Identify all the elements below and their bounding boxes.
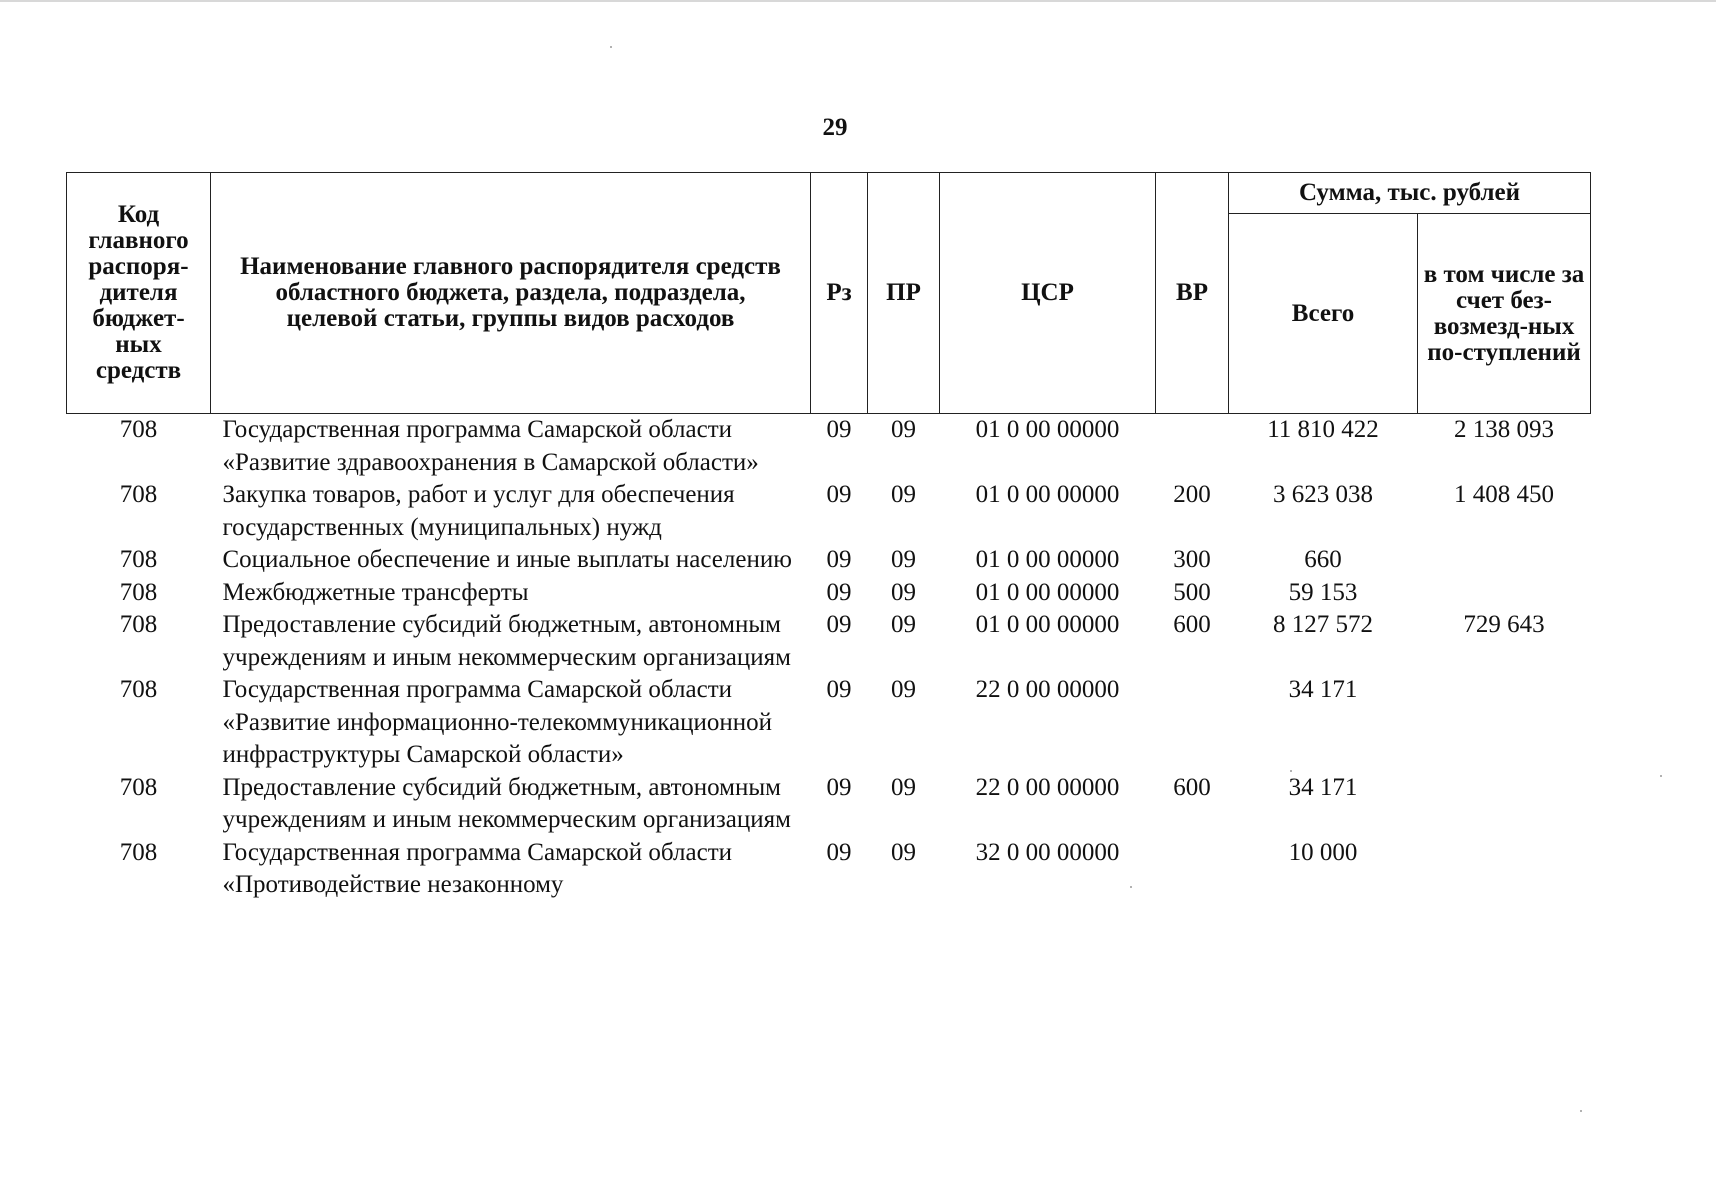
cell-csr: 22 0 00 00000 [975,676,1120,703]
header-sum: Сумма, тыс. рублей [1229,173,1591,214]
cell-gratuitous [1418,577,1591,610]
cell-rz: 09 [826,578,852,606]
cell-total: 11 810 422 [1267,416,1379,443]
cell-name: Государственная программа Самарской области «Развитие информационно-телекоммуникационной инфраструктуры Самарской области» [222,676,773,768]
cell-pr: 09 [891,546,916,573]
scan-speck [610,46,612,48]
header-pr: ПР [868,173,940,414]
cell-csr: 01 0 00 00000 [975,546,1120,573]
cell-rz: 09 [826,481,852,508]
cell-pr: 09 [891,481,916,508]
cell-gratuitous [1418,837,1591,902]
cell-gratuitous [1418,772,1591,837]
cell-total: 660 [1304,546,1342,573]
cell-total: 8 127 572 [1273,611,1373,638]
cell-code: 708 [119,481,158,508]
cell-total: 34 171 [1288,773,1358,801]
table-row [67,674,1591,772]
cell-csr: 01 0 00 00000 [975,611,1120,638]
cell-code: 708 [119,546,158,573]
cell-csr: 01 0 00 00000 [975,481,1120,508]
header-rz: Рз [811,173,868,414]
cell-code: 708 [119,838,158,866]
page-number: 29 [822,114,848,141]
cell-name: Социальное обеспечение и иные выплаты населению [222,546,792,573]
cell-total: 3 623 038 [1273,481,1373,508]
cell-vr: 200 [1173,481,1211,508]
cell-name: Государственная программа Самарской области «Развитие здравоохранения в Самарской области» [222,416,759,476]
cell-pr: 09 [891,416,916,443]
cell-name: Предоставление субсидий бюджетным, автономным учреждениям и иным некоммерческим организациям [222,611,791,671]
table-row [67,479,1591,544]
cell-pr: 09 [891,676,916,703]
table-header [67,173,1591,414]
cell-total: 59 153 [1288,578,1358,606]
cell-rz: 09 [826,416,852,443]
cell-total: 10 000 [1288,838,1358,866]
scan-speck [1580,1110,1582,1112]
cell-rz: 09 [826,773,852,801]
table-row [67,577,1591,610]
cell-vr: 300 [1173,546,1211,573]
table-row [67,772,1591,837]
header-vr: ВР [1156,173,1229,414]
scan-edge [0,0,1716,2]
cell-csr: 22 0 00 00000 [975,773,1120,801]
cell-code: 708 [119,578,158,606]
table-row [67,837,1591,902]
cell-rz: 09 [826,546,852,573]
cell-vr [1156,674,1229,772]
header-total: Всего [1229,214,1418,414]
cell-gratuitous [1418,674,1591,772]
cell-pr: 09 [891,773,916,801]
table-row [67,544,1591,577]
cell-csr: 01 0 00 00000 [975,578,1120,606]
cell-code: 708 [119,416,158,443]
cell-vr: 600 [1173,773,1211,801]
header-csr: ЦСР [940,173,1156,414]
cell-rz: 09 [826,611,852,638]
cell-vr: 600 [1173,611,1211,638]
budget-table [66,172,1591,902]
cell-csr: 01 0 00 00000 [975,416,1120,443]
cell-name: Предоставление субсидий бюджетным, автономным учреждениям и иным некоммерческим организациям [222,773,791,833]
table-row [67,414,1591,480]
cell-name: Государственная программа Самарской области «Противодействие незаконному [222,838,732,898]
table-row [67,609,1591,674]
cell-gratuitous: 2 138 093 [1454,416,1554,443]
cell-pr: 09 [891,838,916,866]
cell-rz: 09 [826,838,852,866]
cell-pr: 09 [891,611,916,638]
scan-speck [1290,770,1292,772]
cell-vr [1156,837,1229,902]
table-body [67,414,1591,902]
cell-name: Закупка товаров, работ и услуг для обеспечения государственных (муниципальных) нужд [222,481,735,541]
cell-vr [1156,414,1229,480]
scan-speck [1660,775,1662,777]
cell-code: 708 [119,773,158,801]
header-name: Наименование главного распорядителя средств областного бюджета, раздела, подраздела, целевой статьи, группы видов расходов [211,173,811,414]
cell-rz: 09 [826,676,852,703]
cell-total: 34 171 [1288,676,1358,703]
cell-gratuitous [1418,544,1591,577]
cell-pr: 09 [891,578,916,606]
cell-vr: 500 [1173,578,1211,606]
cell-gratuitous: 729 643 [1463,611,1545,638]
cell-code: 708 [119,676,158,703]
cell-csr: 32 0 00 00000 [975,838,1120,866]
header-gratuitous: в том числе за счет без-возмезд-ных по-ступлений [1418,214,1591,414]
header-code: Код главного распоря-дителя бюджет-ных средств [67,173,211,414]
cell-gratuitous: 1 408 450 [1454,481,1554,508]
cell-code: 708 [119,611,158,638]
cell-name: Межбюджетные трансферты [222,578,529,606]
scan-speck [1130,886,1132,888]
